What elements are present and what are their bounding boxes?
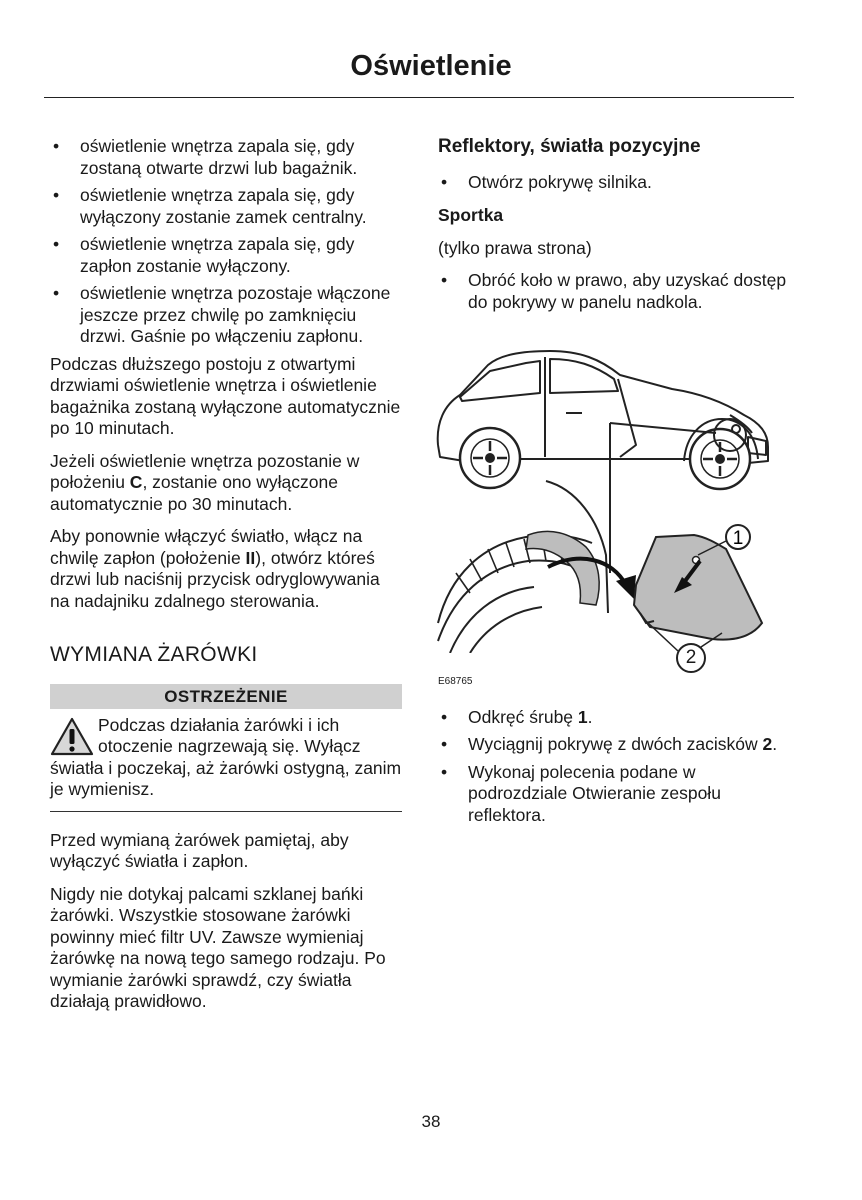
bold-run: C <box>129 472 143 492</box>
list-item-text: oświetlenie wnętrza pozostaje włączone jeszcze przez chwilę po zamknięciu drzwi. Gaśnie po włączeniu zapłonu. <box>80 283 391 346</box>
warning-text: Podczas działania żarówki i ich otoczenie nagrzewają się. Wyłącz światła i poczekaj, aż żarówki ostygną, zanim je wymienisz. <box>50 714 402 799</box>
paragraph-turn-on-again <box>50 526 402 612</box>
steps-list <box>438 707 798 827</box>
list-item <box>50 185 402 228</box>
page-number: 38 <box>421 1112 441 1131</box>
bold-run: 1 <box>577 706 588 727</box>
wheel-arch-cover-illustration <box>430 323 790 668</box>
bullet-glyph: • <box>441 706 448 727</box>
text-run: Odkręć śrubę <box>468 706 578 727</box>
bullet-glyph: • <box>441 270 448 290</box>
rear-wheel <box>460 428 520 488</box>
list-item <box>50 283 402 348</box>
list-item <box>438 762 798 827</box>
bullet-glyph: • <box>441 171 448 192</box>
car-and-cover-drawing <box>430 323 790 653</box>
open-bonnet-list <box>438 172 798 194</box>
text-run: Wykonaj polecenia podane w podrozdziale Otwieranie zespołu reflektora. <box>468 761 721 825</box>
headlamps-heading: Reflektory, światła pozycyjne <box>438 136 701 157</box>
text-run: Aby ponownie włączyć światło, włącz na chwilę zapłon (położenie <box>50 526 363 568</box>
warning-triangle-icon <box>50 717 94 757</box>
list-item <box>438 270 798 313</box>
bold-run: II <box>245 547 256 568</box>
bullet-glyph: • <box>53 185 60 205</box>
text-run: ), otwórz któreś drzwi lub naciśnij przycisk odryglowywania na nadajniku zdalnego sterowania. <box>50 547 380 611</box>
text-run: . <box>587 706 593 727</box>
right-column <box>438 136 798 832</box>
text-run: Jeżeli oświetlenie wnętrza pozostanie w położeniu <box>50 450 360 492</box>
list-item-text: Otwórz pokrywę silnika. <box>468 171 652 192</box>
paragraph-position-c <box>50 451 402 516</box>
list-item <box>50 136 402 179</box>
paragraph-bulb-handling: Nigdy nie dotykaj palcami szklanej bańki żarówki. Wszystkie stosowane żarówki powinny mieć filtr UV. Zawsze wymieniaj żarówkę na nową tego samego rodzaju. Po wymianie żarówki sprawdź, czy światła działają prawidłowo. <box>50 883 386 1011</box>
lighting-bullet-list <box>50 136 402 348</box>
paragraph-auto-off-10min: Podczas dłuższego postoju z otwartymi drzwiami oświetlenie wnętrza i oświetlenie bagażnika zostaną wyłączone automatycznie po 10 minutach. <box>50 353 401 438</box>
warning-box <box>50 715 402 812</box>
text-run: . <box>772 734 778 754</box>
paragraph-switch-off: Przed wymianą żarówek pamiętaj, aby wyłączyć światła i zapłon. <box>50 829 349 871</box>
callout-1-label: 1 <box>732 528 744 549</box>
text-run: Wyciągnij pokrywę z dwóch zacisków <box>468 734 763 754</box>
section-heading-bulb-replacement: WYMIANA ŻARÓWKI <box>50 643 258 666</box>
title-rule <box>44 97 794 98</box>
figure-code: E68765 <box>438 676 473 687</box>
list-item-text: oświetlenie wnętrza zapala się, gdy wyłączony zostanie zamek centralny. <box>80 185 367 227</box>
bullet-glyph: • <box>53 136 60 156</box>
text-run: , zostanie ono wyłączone automatycznie po 30 minutach. <box>50 472 338 514</box>
wheel-arch-cover-panel <box>634 535 762 640</box>
list-item <box>438 172 798 194</box>
list-item-text: oświetlenie wnętrza zapala się, gdy zostaną otwarte drzwi lub bagażnik. <box>80 136 358 178</box>
list-item-text: oświetlenie wnętrza zapala się, gdy zapłon zostanie wyłączony. <box>80 234 355 276</box>
sportka-heading: Sportka <box>438 205 504 225</box>
bullet-glyph: • <box>53 283 60 303</box>
bullet-glyph: • <box>53 234 60 254</box>
front-wheel <box>690 429 750 489</box>
bullet-glyph: • <box>441 734 448 754</box>
list-item <box>438 707 798 729</box>
right-side-note: (tylko prawa strona) <box>438 237 592 258</box>
turn-wheel-list <box>438 270 798 313</box>
list-item-text: Obróć koło w prawo, aby uzyskać dostęp do pokrywy w panelu nadkola. <box>468 270 787 312</box>
page-title: Oświetlenie <box>350 50 512 82</box>
left-column <box>50 136 402 1024</box>
warning-label: OSTRZEŻENIE <box>50 684 402 709</box>
list-item <box>50 234 402 277</box>
bold-run: 2 <box>762 734 773 754</box>
callout-2: 2 <box>676 643 706 673</box>
bullet-glyph: • <box>441 761 448 782</box>
list-item <box>438 734 798 756</box>
